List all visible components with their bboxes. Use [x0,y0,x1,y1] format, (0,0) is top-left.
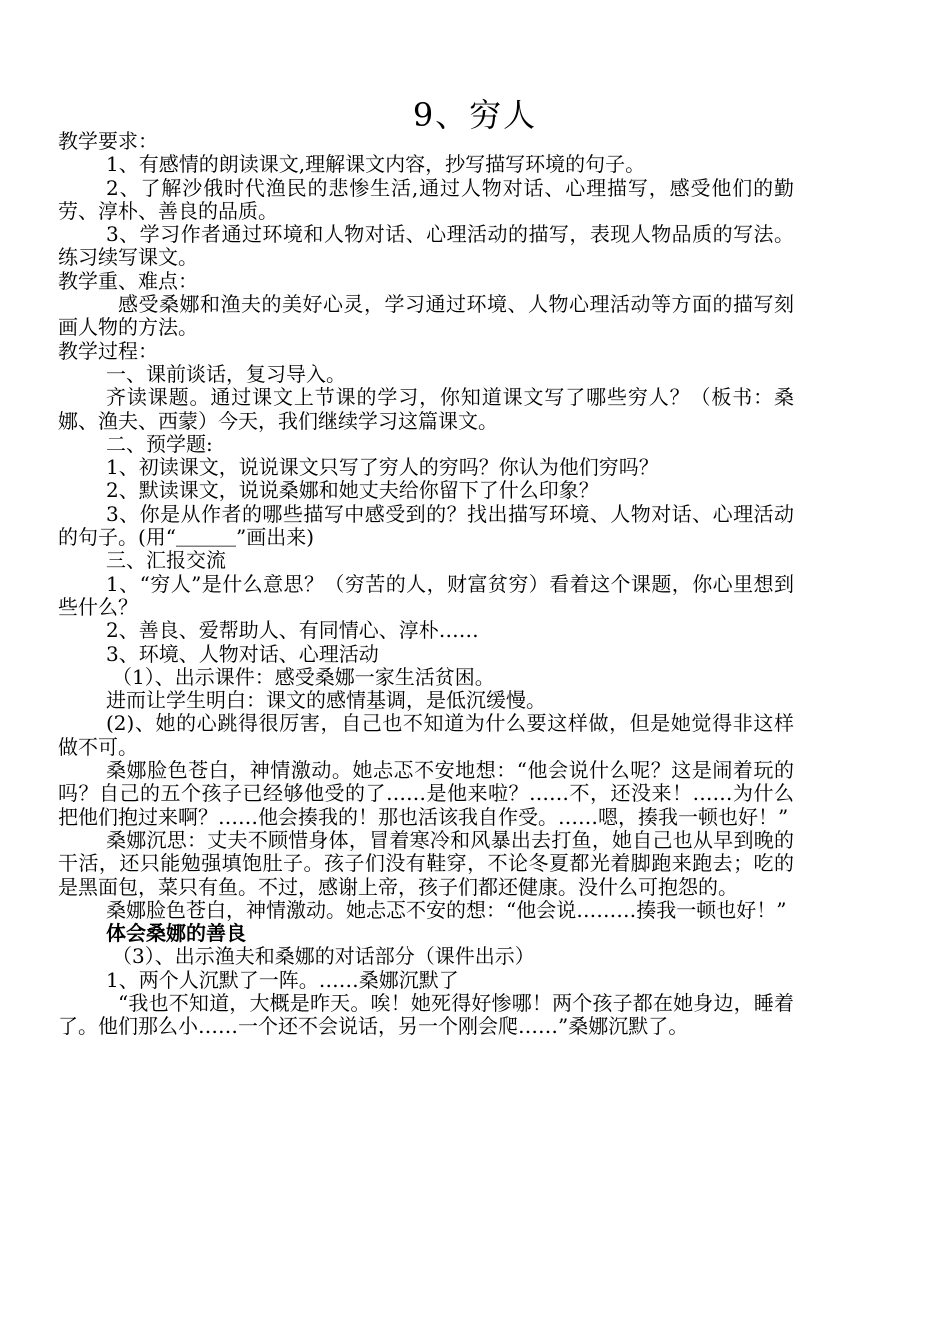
paragraph: 桑娜脸色苍白，神情激动。她忐忑不安的想：“他会说………揍我一顿也好！” [106,897,787,922]
section-heading: 教学要求： [58,129,158,153]
paragraph: 3、学习作者通过环境和人物对话、心理活动的描写，表现人物品质的写法。练习续写课文。 [58,222,794,270]
paragraph: 3、你是从作者的哪些描写中感受到的？找出描写环境、人物对话、心理活动的句子。(用“＿＿＿”画出来) [58,501,794,550]
paragraph: 1、初读课文，说说课文只写了穷人的穷吗？你认为他们穷吗？ [106,455,659,480]
paragraph: 2、善良、爱帮助人、有同情心、淳朴…… [106,618,479,643]
paragraph: 一、课前谈话，复习导入。 [106,361,346,386]
section-heading: 教学重、难点： [58,268,198,293]
paragraph: 2、了解沙俄时代渔民的悲惨生活,通过人物对话、心理描写，感受他们的勤劳、淳朴、善良的品质。 [58,175,794,223]
document-title: 9、穷人 [412,96,538,134]
paragraph: 3、环境、人物对话、心理活动 [106,641,379,666]
paragraph: 三、汇报交流 [106,548,226,573]
paragraph: “我也不知道，大概是昨天。唉！她死得好惨哪！两个孩子都在她身边，睡着了。他们那么小……一个还不会说话，另一个刚会爬……”桑娜沉默了。 [58,990,794,1039]
paragraph: 1、两个人沉默了一阵。……桑娜沉默了 [106,967,459,992]
paragraph: 二、预学题: [106,431,213,456]
document-body [58,130,794,1039]
section-heading: 教学过程： [58,338,158,363]
paragraph: 进而让学生明白：课文的感情基调，是低沉缓慢。 [106,688,546,713]
paragraph: (2)、她的心跳得很厉害，自己也不知道为什么要这样做，但是她觉得非这样做不可。 [58,711,794,759]
paragraph: 1、有感情的朗读课文,理解课文内容，抄写描写环境的句子。 [106,152,646,177]
paragraph: 1、“穷人”是什么意思？（穷苦的人，财富贫穷）看着这个课题，你心里想到些什么？ [58,571,794,619]
paragraph: 2、默读课文，说说桑娜和她丈夫给你留下了什么印象？ [106,478,599,503]
paragraph: 桑娜沉思：丈夫不顾惜身体，冒着寒冷和风暴出去打鱼，她自己也从早到晚的干活，还只能勉强填饱肚子。孩子们没有鞋穿，不论冬夏都光着脚跑来跑去；吃的是黑面包，菜只有鱼。不过，感谢上帝，孩子们都还健康。没什么可抱怨的。 [58,827,794,899]
paragraph: （1）、出示课件：感受桑娜一家生活贫困。 [112,664,495,689]
paragraph: 齐读课题。通过课文上节课的学习，你知道课文写了哪些穷人？（板书：桑娜、渔夫、西蒙）今天，我们继续学习这篇课文。 [58,385,794,433]
paragraph: （3）、出示渔夫和桑娜的对话部分（课件出示） [112,944,535,969]
bold-subheading: 体会桑娜的善良 [106,921,246,946]
paragraph: 桑娜脸色苍白，神情激动。她忐忑不安地想：“他会说什么呢？这是闹着玩的吗？自己的五个孩子已经够他受的了……是他来啦？……不，还没来！……为什么把他们抱过来啊？……他会揍我的！那也活该我自作受。……嗯，揍我一顿也好！” [58,758,794,829]
paragraph: 感受桑娜和渔夫的美好心灵，学习通过环境、人物心理活动等方面的描写刻画人物的方法。 [58,292,794,340]
